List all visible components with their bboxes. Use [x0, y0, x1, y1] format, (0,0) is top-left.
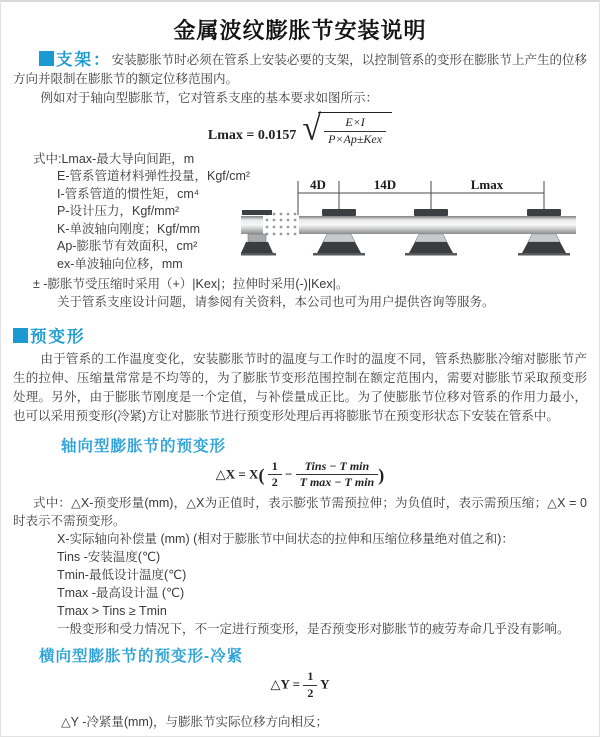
- lmax-formula-fraction: [324, 116, 386, 147]
- half-numerator: 1: [268, 460, 282, 476]
- half-fraction: [268, 460, 282, 491]
- support-closing-note: 关于管系支座设计问题，请参阅有关资料，本公司也可为用户提供咨询等服务。: [57, 294, 495, 309]
- lateral-subtitle: 横向型膨胀节的预变形-冷紧: [39, 648, 244, 666]
- axial-note: 一般变形和受力情况下，不一定进行预变形，是否预变形对膨胀节的疲劳寿命几乎没有影响。: [57, 622, 570, 637]
- dimension-label-lmax: Lmax: [470, 176, 504, 192]
- lmax-formula: [13, 109, 587, 148]
- temp-denominator: T max − T min: [299, 475, 375, 490]
- lateral-formula-lhs: △Y =: [270, 676, 301, 692]
- variable-line: E-管系管道材料弹性投量，Kgf/cm²: [57, 169, 251, 184]
- support-section-intro: [13, 51, 587, 89]
- variable-line: ex-单波轴向位移，mm: [57, 256, 183, 271]
- axial-note: Tmin-最低设计温度(℃): [57, 568, 187, 583]
- lmax-formula-lhs: Lmax = 0.0157: [207, 128, 297, 143]
- support-section-heading: 支架：: [56, 51, 112, 69]
- axial-note: Tins -安装温度(℃): [57, 550, 161, 565]
- dimension-label-14d: 14D: [373, 176, 397, 192]
- predeform-paragraph: 由于管系的工作温度变化，安装膨胀节时的温度与工作时的温度不同，管系热膨胀冷缩对膨胀节产生的拉伸、压缩量常常是不均等的，为了膨胀节变形范围控制在额定范围内，需要对膨胀节采取预变形处理。另外，由于膨胀节刚度是一个定值，与补偿量成正比。为了使膨胀节位移对管系的作用力最小，也可以采用预变形(冷紧)方让对膨胀节进行预变形处理后再将膨胀节在预变形状态下安装在管系中。: [13, 351, 587, 423]
- lateral-formula-rhs: Y: [320, 676, 330, 692]
- dimension-label-4d: 4D: [310, 176, 326, 192]
- sqrt-icon: √: [302, 109, 322, 148]
- plusminus-note: ± -膨胀节受压缩时采用（+）|Kex|；拉伸时采用(-)|Kex|。: [33, 276, 349, 291]
- half-denominator: 2: [307, 685, 314, 700]
- section-marker-icon: [39, 51, 54, 66]
- right-paren: ): [378, 464, 385, 485]
- axial-subtitle: 轴向型膨胀节的预变形: [61, 437, 227, 455]
- document-page: [1, 14, 599, 731]
- predeform-section-heading: 预变形: [30, 327, 86, 346]
- half-numerator: 1: [303, 670, 317, 686]
- lateral-note: △Y -冷紧量(mm)，与膨胀节实际位移方向相反；: [61, 714, 329, 729]
- temp-numerator: Tins − T min: [296, 460, 379, 476]
- variable-line: 式中:Lmax-最大导向间距，m: [33, 151, 195, 166]
- support-intro-text: 安装膨胀节时必须在管系上安装必要的支架，以控制管系的变形在膨胀节上产生的位移方向并限制在膨胀节的额定位移范围内。: [13, 53, 588, 86]
- minus-sign: −: [284, 465, 293, 481]
- variable-line: Ap-膨胀节有效面积，cm²: [57, 239, 198, 254]
- axial-note: 式中：△X-预变形量(mm)，△X为正值时，表示膨张节需预拉伸；为负值时，表示需预压缩；△X = 0时表示不需预变形。: [13, 496, 587, 529]
- temperature-fraction: [296, 460, 379, 491]
- half-fraction: [303, 670, 317, 701]
- variable-line: K-单波轴向刚度；Kgf/mm: [57, 221, 201, 236]
- support-example-line: 例如对于轴向型膨胀节，它对管系支座的基本要求如图所示：: [40, 91, 379, 105]
- lmax-formula-numerator: E×I: [324, 116, 386, 132]
- radical-sign: [302, 109, 392, 148]
- pipe-support-diagram: [241, 173, 600, 273]
- lateral-formula: [13, 670, 587, 701]
- axial-formula: [13, 460, 587, 491]
- variable-line: P-设计压力，Kgf/mm²: [57, 204, 180, 219]
- axial-note: X-实际轴向补偿量 (mm) (相对于膨胀节中间状态的拉伸和压缩位移量绝对值之和)：: [57, 532, 514, 547]
- axial-formula-lhs: △X = X: [215, 465, 259, 481]
- page-title: 金属波纹膨胀节安装说明: [173, 18, 427, 43]
- axial-note: Tmax > Tins ≥ Tmin: [57, 604, 167, 619]
- variable-line: I-管系管道的惯性矩，cm⁴: [57, 186, 200, 201]
- predeform-section-header: [13, 323, 587, 347]
- bellows-icon: [263, 212, 299, 235]
- half-denominator: 2: [271, 475, 278, 490]
- lmax-formula-denominator: P×Ap±Kex: [328, 131, 383, 146]
- section-marker-icon: [13, 328, 28, 343]
- formula-variables-block: [13, 151, 587, 275]
- axial-note: Tmax -最高设计温 (℃): [57, 586, 185, 601]
- left-paren: (: [258, 464, 265, 485]
